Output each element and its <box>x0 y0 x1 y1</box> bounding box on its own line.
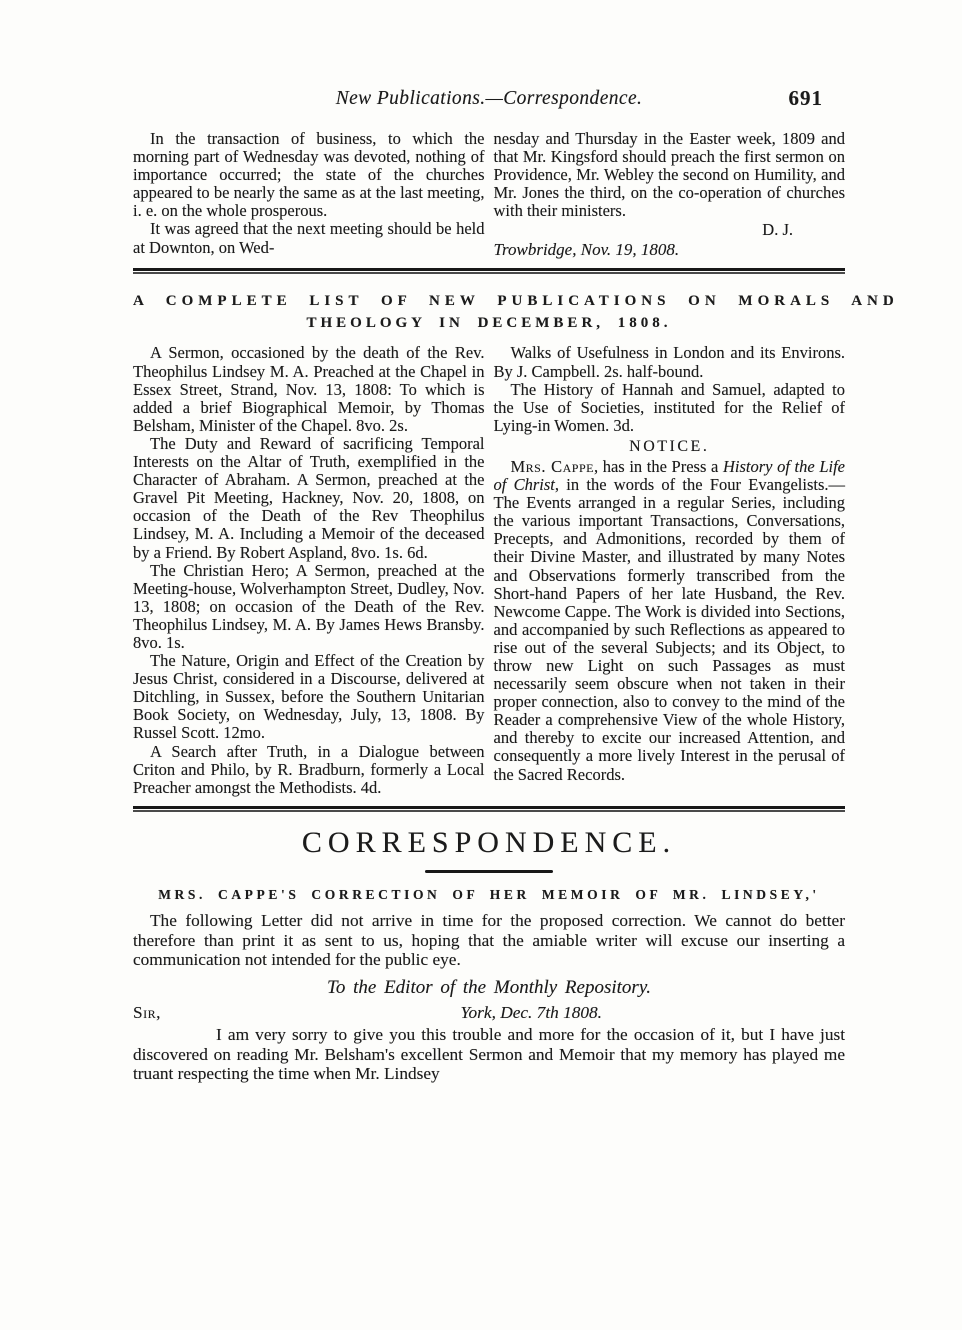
dateline: Trowbridge, Nov. 19, 1808. <box>493 240 680 260</box>
notice-heading: NOTICE. <box>629 437 710 455</box>
salutation-line <box>133 1002 845 1023</box>
correspondence-divider-rule <box>133 806 845 812</box>
running-title: New Publications.—Correspondence. <box>335 88 643 109</box>
correspondence-title: CORRESPONDENCE. <box>301 825 677 859</box>
notice-book-title: History of the Life of Christ <box>493 456 845 495</box>
correspondence-body <box>133 911 845 1083</box>
intro-section <box>133 130 845 260</box>
list-right-column <box>494 344 846 796</box>
section-divider-rule <box>133 268 845 274</box>
running-head <box>133 88 845 112</box>
notice-text: , has in the Press a <box>593 456 723 476</box>
publication-item: A Search after Truth, in a Dialogue between Criton and Philo, by R. Bradburn, formerly a Local Preacher amongst the Methodists. 4d. <box>133 741 485 797</box>
place-date: York, Dec. 7th 1808. <box>460 1003 602 1023</box>
salutation: Sir, <box>133 1003 161 1023</box>
publication-item: Walks of Usefulness in London and its Environs. By J. Campbell. 2s. half-bound. <box>493 343 845 381</box>
notice-author-name: Mrs. Cappe <box>510 456 594 476</box>
publication-item: The Nature, Origin and Effect of the Creation by Jesus Christ, considered in a Discourse, delivered at Ditchling, in Sussex, before the Southern Unitarian Book Society, on Wednesday, July, 13, 1808. By Russel Scott. 12mo. <box>133 651 485 743</box>
new-publications-heading-line1: A COMPLETE LIST OF NEW PUBLICATIONS ON MORALS AND <box>133 293 899 310</box>
new-publications-heading-line2: THEOLOGY IN DECEMBER, 1808. <box>306 315 672 332</box>
letter-opening-paragraph: I am very sorry to give you this trouble and more for the occasion of it, but I have just discovered on reading Mr. Belsham's excellent Sermon and Memoir that my memory has played me truant respecting the time when Mr. Lindsey <box>133 1025 845 1083</box>
publication-item: A Sermon, occasioned by the death of the Rev. Theophilus Lindsey M. A. Preached at the Chapel in Essex Street, Strand, Nov. 13, 1808: To which is added a brief Biographical Memoir, by Thomas Belsham, Minister of the Chapel. 8vo. 2s. <box>133 343 485 435</box>
ornamental-rule <box>425 870 553 874</box>
notice-text: , in the words of the Four Evangelists.—The Events arranged in a regular Series, including the various important Transactions, Conversations, Precepts, and Admonitions, recorded by them of their Divine Master, and illustrated by many Notes and Observations formerly transcribed from the Short-hand Papers of her late Husband, the Rev. Newcome Cappe. The Work is divided into Sections, and accompanied by such Reflections as appeared to rise out of the several Subjects; and its Object, to throw new Light on such Passages as must necessarily seem obscure when not taken in their proper connection, also to convey to the mind of the Reader a comprehensive View of the whole History, and thereby to excite our increased Attention, and consequently a more lively Interest in the perusal of the Sacred Records. <box>493 475 845 784</box>
publications-list-section <box>133 344 845 796</box>
letter-addressee-line: To the Editor of the Monthly Repository. <box>327 977 651 999</box>
publication-item: The Duty and Reward of sacrificing Temporal Interests on the Altar of Truth, exemplified in the Character of Abraham. A Sermon, preached at the Gravel Pit Meeting, Hackney, Nov. 20, 1808, on occasion of the Death of the Rev Theophilus Lindsey, M. A. Including a Memoir of the deceased by a Friend. By Robert Aspland, 8vo. 1s. 6d. <box>133 433 485 562</box>
intro-left-column <box>133 130 485 260</box>
publication-item: The Christian Hero; A Sermon, preached at the Meeting-house, Wolverhampton Street, Dudley, Nov. 13, 1808; on occasion of the Death of the Rev. Theophilus Lindsey, M. A. By James Hews Bransby. 8vo. 1s. <box>133 560 485 652</box>
intro-paragraph: It was agreed that the next meeting should be held at Downton, on Wed- <box>133 219 485 257</box>
intro-paragraph: nesday and Thursday in the Easter week, 1809 and that Mr. Kingsford should preach the first sermon on Providence, Mr. Webley the second on Humility, and Mr. Jones the third, on the co-operation of churches with their ministers. <box>493 129 845 221</box>
page-number: 691 <box>788 86 823 110</box>
correspondence-subheading: MRS. CAPPE'S CORRECTION OF HER MEMOIR OF MR. LINDSEY,' <box>158 887 820 903</box>
editorial-note: The following Letter did not arrive in time for the proposed correction. We cannot do better therefore than print it as sent to us, hoping that the amiable writer will excuse our inserting a communication not intended for the public eye. <box>133 911 845 969</box>
intro-right-column <box>494 130 846 260</box>
new-publications-heading <box>133 290 899 334</box>
publication-item: The History of Hannah and Samuel, adapted to the Use of Societies, instituted for the Relief of Lying-in Women. 3d. <box>493 379 845 435</box>
intro-paragraph: In the transaction of business, to which the morning part of Wednesday was devoted, nothing of importance occurred; the state of the churches appeared to be nearly the same as at the last meeting, i. e. on the whole prosperous. <box>133 129 485 221</box>
notice-paragraph <box>494 458 846 784</box>
signature: D. J. <box>762 220 793 240</box>
list-left-column <box>133 344 485 796</box>
